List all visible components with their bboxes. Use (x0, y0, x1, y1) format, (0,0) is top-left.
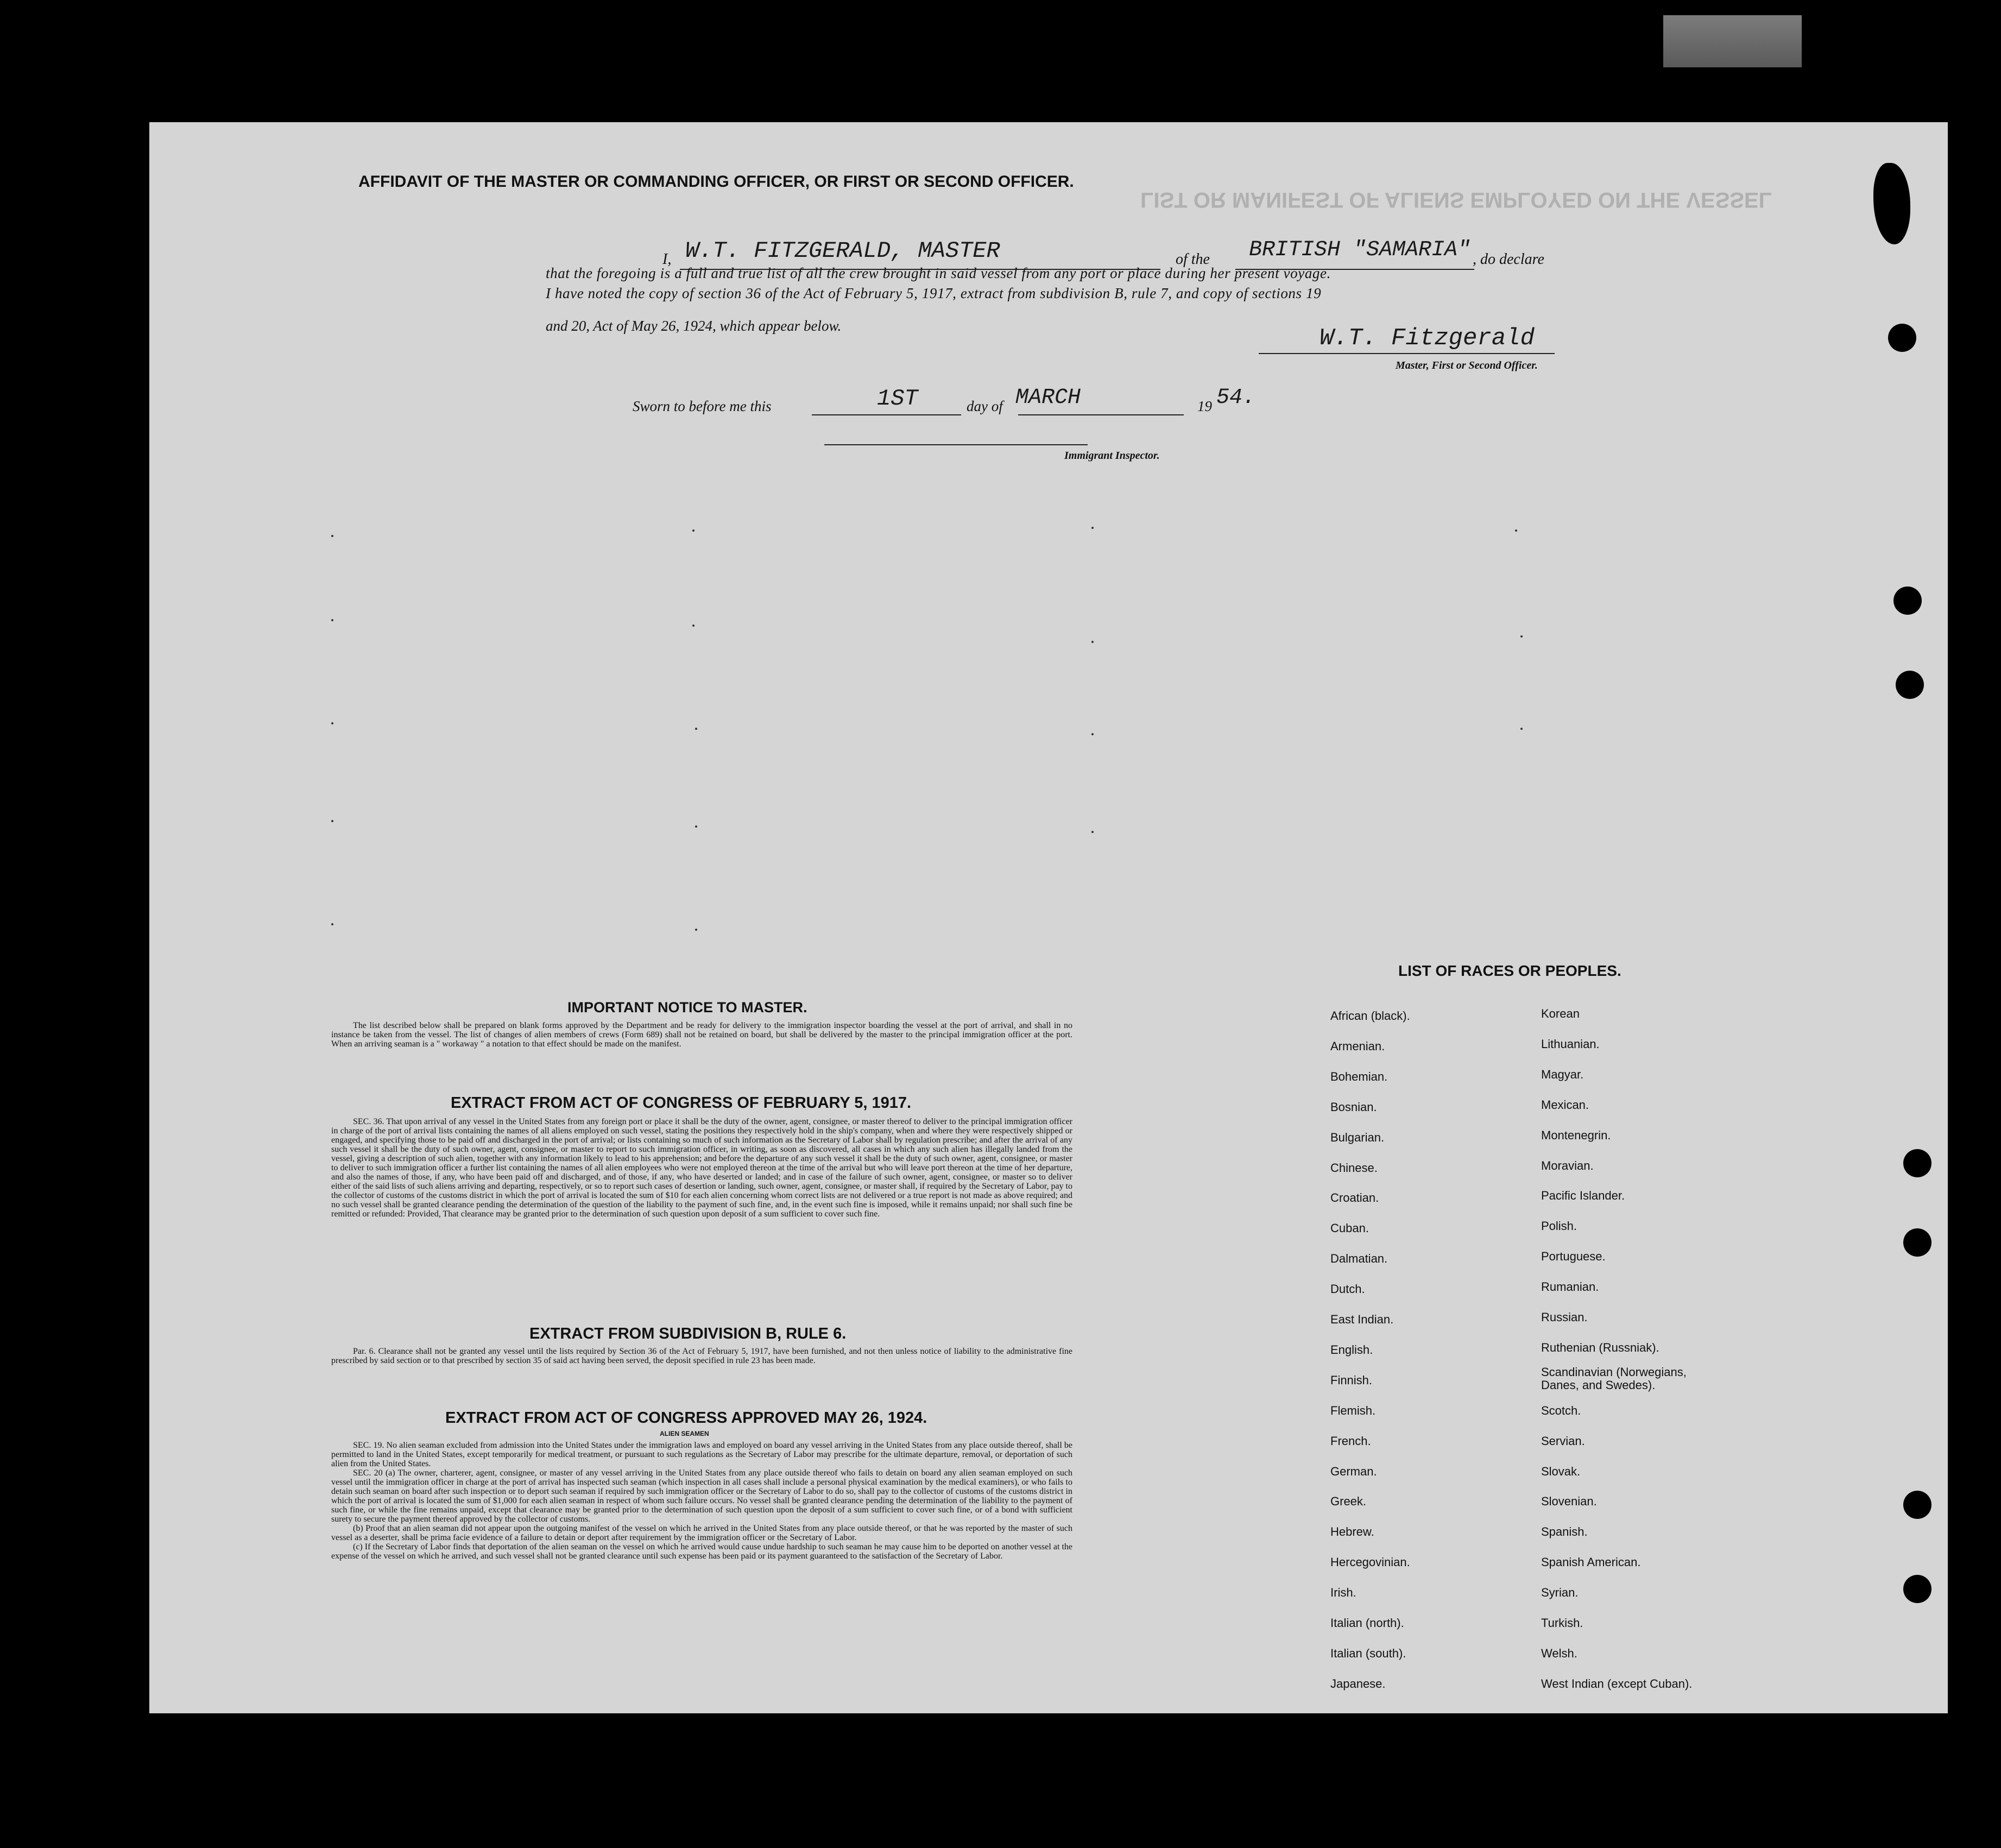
race-item: Greek. (1330, 1494, 1367, 1509)
notice-paragraph: The list described below shall be prepared on blank forms approved by the Department and be ready for delivery to the immigration inspector boarding the vessel at the port of arrival, and shall in no instance be taken from the vessel. The list of changes of alien members of crews (Form 689) shall not be retained on board, but shall be delivered by the master to the principal immigration officer at the port. When an arriving seaman is a " workaway " a notation to that effect should be made on the manifest. (331, 1021, 1072, 1049)
extract1924-body (331, 1441, 1072, 1561)
affidavit-i: I, (662, 251, 672, 268)
race-item: Chinese. (1330, 1160, 1378, 1175)
extract1924-paragraph: SEC. 19. No alien seaman excluded from admission into the United States under the immigration laws and employed on board any vessel arriving in the United States from any place outside thereof, shall be permitted to land in the United States, except temporarily for medical treatment, or pursuant to such regulations as the Secretary of Labor may prescribe for the ultimate departure, removal, or deportation of such alien from the United States. (331, 1441, 1072, 1468)
bleed-through-text: LIST OR MANIFEST OF ALIENS EMPLOYED ON THE VESSEL (1140, 188, 1772, 212)
affidavit-of-the: of the (1176, 251, 1210, 268)
race-item: Servian. (1541, 1434, 1585, 1448)
dot (695, 825, 697, 828)
race-item: Korean (1541, 1007, 1580, 1020)
race-item: Cuban. (1330, 1221, 1369, 1235)
subdivision-paragraph: Par. 6. Clearance shall not be granted any vessel until the lists required by Section 36 of the Act of February 5, 1917, have been furnished, and not then unless notice of liability to the administrative fine prescribed by said section or to that prescribed by section 35 of said act having been served, the deposit specified in rule 23 has been made. (331, 1347, 1072, 1365)
punch-hole (1893, 586, 1922, 615)
inspector-caption: Immigrant Inspector. (1064, 450, 1160, 462)
dot (692, 625, 695, 627)
race-item: Italian (south). (1330, 1646, 1406, 1660)
race-item: Welsh. (1541, 1646, 1577, 1660)
extract1917-title: EXTRACT FROM ACT OF CONGRESS OF FEBRUARY 5, 1917. (451, 1094, 912, 1112)
sworn-day: 1ST (877, 386, 918, 412)
race-item: Bohemian. (1330, 1069, 1388, 1083)
race-item: Spanish American. (1541, 1555, 1641, 1569)
punch-hole (1903, 1149, 1931, 1177)
notice-title: IMPORTANT NOTICE TO MASTER. (567, 999, 807, 1016)
race-item: Polish. (1541, 1219, 1577, 1233)
race-item: Croatian. (1330, 1191, 1379, 1205)
race-item: Italian (north). (1330, 1616, 1404, 1630)
dot (695, 929, 697, 931)
race-item: Moravian. (1541, 1158, 1594, 1172)
dot (331, 535, 333, 537)
notice-body (331, 1021, 1072, 1049)
dot (1515, 529, 1517, 532)
race-item: African (black). (1330, 1009, 1410, 1023)
race-item: Finnish. (1330, 1373, 1373, 1387)
affidavit-title: AFFIDAVIT OF THE MASTER OR COMMANDING OFFICER, OR FIRST OR SECOND OFFICER. (358, 173, 1074, 191)
race-item: Hercegovinian. (1330, 1555, 1410, 1569)
race-item: Rumanian. (1541, 1280, 1599, 1294)
dot (1091, 831, 1094, 833)
dot (695, 728, 697, 730)
race-item: Portuguese. (1541, 1250, 1606, 1264)
punch-hole (1903, 1491, 1931, 1519)
extract1924-paragraph: SEC. 20 (a) The owner, charterer, agent, consignee, or master of any vessel arriving in the United States from any place outside thereof who fails to detain on board any alien seaman employed on such vessel until the immigration officer in charge at the port of arrival has inspected such seaman (which inspection in all cases shall include a personal physical examination by the medical examiners), or who fails to detain such seaman on board after such inspection or to deport such seaman if required by such immigration officer or the Secretary of Labor to do so, shall pay to the collector of customs of the customs district in which the port of arrival is located the sum of $1,000 for each alien seaman in respect of whom such failure occurs. No vessel shall be granted clearance pending the determination of the liability to the payment of such fine, or while the fine remains unpaid, except that clearance may be granted prior to the determination of such question upon the deposit of a sum sufficient to cover such fine, or of a bond with sufficient surety to secure the payment thereof approved by the collector of customs. (331, 1468, 1072, 1524)
extract1924-paragraph: (b) Proof that an alien seaman did not appear upon the outgoing manifest of the vessel on which he arrived in the United States from any place outside thereof, or that he was reported by the master of such vessel as a deserter, shall be prima facie evidence of a failure to detain or deport after requirement by the immigration officer or the Secretary of Labor. (331, 1524, 1072, 1542)
race-item: English. (1330, 1342, 1373, 1357)
race-item: Montenegrin. (1541, 1128, 1611, 1142)
race-item: Syrian. (1541, 1586, 1579, 1600)
year-suffix: 54. (1216, 386, 1256, 410)
punch-hole (1896, 671, 1924, 699)
dot (1520, 728, 1523, 730)
race-item: Dutch. (1330, 1282, 1365, 1296)
dot (1091, 527, 1094, 529)
race-item: Flemish. (1330, 1403, 1376, 1417)
race-item: Russian. (1541, 1310, 1588, 1324)
race-item: Turkish. (1541, 1616, 1583, 1630)
extract1924-title: EXTRACT FROM ACT OF CONGRESS APPROVED MAY 26, 1924. (445, 1409, 927, 1427)
subdivision-title: EXTRACT FROM SUBDIVISION B, RULE 6. (529, 1325, 847, 1342)
extract1917-paragraph: SEC. 36. That upon arrival of any vessel in the United States from any foreign port or place it shall be the duty of the owner, agent, consignee, or master thereof to deliver to the principal immigration officer in charge of the port of arrival lists containing the names of all aliens employed on such vessel, stating the positions they respectively hold in the ship's company, when and where they were respectively shipped or engaged, and specifying those to be paid off and discharged in the port of arrival; or lists containing so much of such information as the Secretary of Labor shall by regulation prescribe; and after the arrival of any such vessel it shall be the duty of such owner, agent, consignee, or master to report to such immigration officer, in writing, as soon as discovered, all cases in which any such alien has illegally landed from the vessel, giving a description of such alien, together with any information likely to lead to his apprehension; and before the departure of any such vessel it shall be the duty of such owner, agent, consignee, or master to deliver to such immigration officer a further list containing the names of all alien employees who were not employed thereon at the time of the arrival but who will leave port thereon at the time of her departure, and also the names of those, if any, who have been paid off and discharged, and of those, if any, who have deserted or landed; and in case of the failure of such owner, agent, consignee, or master so to deliver either of the said lists of such aliens arriving and departing, respectively, or so to report such cases of desertion or landing, such owner, agent, consignee, or master shall, if required by the Secretary of Labor, pay to the collector of customs of the customs district in which the port of arrival is located the sum of $10 for each alien concerning whom correct lists are not delivered or a true report is not made as above required; and no such vessel shall be granted clearance pending the determination of the question of the liability to the payment of such fine, and, in the event such fine is imposed, while it remains unpaid; nor shall such fine be remitted or refunded: Provided, That clearance may be granted prior to the determination of such question upon deposit of a sum sufficient to cover such fine. (331, 1117, 1072, 1219)
race-item: Ruthenian (Russniak). (1541, 1340, 1659, 1354)
races-title: LIST OF RACES OR PEOPLES. (1398, 962, 1621, 979)
vessel-name: BRITISH "SAMARIA" (1249, 238, 1471, 262)
sworn-day-of: day of (967, 398, 1003, 414)
dot (1520, 635, 1523, 638)
inspector-line (824, 444, 1088, 445)
punch-hole (1888, 324, 1916, 352)
race-item: Bosnian. (1330, 1100, 1377, 1114)
race-item: East Indian. (1330, 1313, 1394, 1326)
affidavit-do-declare: , do declare (1473, 251, 1544, 268)
race-item: Spanish. (1541, 1525, 1588, 1539)
dot (331, 619, 333, 621)
dot (331, 722, 333, 724)
race-item: Irish. (1330, 1586, 1356, 1600)
extract1924-paragraph: (c) If the Secretary of Labor finds that deportation of the alien seaman on the vessel on which he arrived would cause undue hardship to such seaman he may cause him to be deported on another vessel at the expense of the vessel on which he arrived, and such vessel shall not be granted clearance until such expense has been paid or its payment guaranteed to the satisfaction of the Secretary of Labor. (331, 1542, 1072, 1561)
extract1917-body (331, 1117, 1072, 1219)
race-item: Dalmatian. (1330, 1252, 1388, 1266)
race-item: Scandinavian (Norwegians, Danes, and Swedes). (1541, 1365, 1687, 1392)
race-item: Hebrew. (1330, 1525, 1374, 1539)
race-item: Bulgarian. (1330, 1130, 1385, 1144)
signature-caption: Master, First or Second Officer. (1396, 359, 1538, 371)
year-prefix: 19 (1197, 398, 1212, 414)
race-item: Lithuanian. (1541, 1037, 1600, 1051)
sworn-label: Sworn to before me this (633, 398, 772, 414)
affidavit-line2: that the foregoing is a full and true list of all the crew brought in said vessel from any port or place during her present voyage. (546, 265, 1331, 281)
race-item: Armenian. (1330, 1039, 1385, 1053)
dot (331, 923, 333, 925)
subdivision-body (331, 1347, 1072, 1365)
dot (692, 529, 695, 532)
race-item: Slovak. (1541, 1464, 1581, 1478)
affidavit-line3: I have noted the copy of section 36 of the Act of February 5, 1917, extract from subdivision B, rule 7, and copy of sections 19 (546, 285, 1322, 301)
punch-hole (1903, 1228, 1931, 1257)
race-item: Pacific Islander. (1541, 1189, 1625, 1203)
sworn-month: MARCH (1015, 386, 1081, 410)
race-item: Japanese. (1330, 1676, 1386, 1691)
race-item: German. (1330, 1464, 1377, 1478)
race-item: French. (1330, 1434, 1371, 1448)
master-signature: W.T. Fitzgerald (1320, 325, 1535, 352)
folder-tab (1663, 15, 1802, 67)
master-name: W.T. FITZGERALD, MASTER (685, 238, 1000, 264)
sworn-day-line (812, 414, 961, 415)
dot (331, 820, 333, 822)
race-item: Mexican. (1541, 1098, 1589, 1112)
punch-hole (1903, 1575, 1931, 1603)
dot (1091, 641, 1094, 643)
extract1924-subtitle: ALIEN SEAMEN (660, 1430, 709, 1437)
race-item: Magyar. (1541, 1067, 1584, 1081)
race-item: Slovenian. (1541, 1494, 1597, 1509)
affidavit-line4: and 20, Act of May 26, 1924, which appear below. (546, 318, 842, 334)
race-item: West Indian (except Cuban). (1541, 1676, 1693, 1691)
dot (1091, 733, 1094, 735)
signature-line (1259, 353, 1555, 354)
race-item: Scotch. (1541, 1403, 1581, 1417)
sworn-month-line (1018, 414, 1184, 415)
